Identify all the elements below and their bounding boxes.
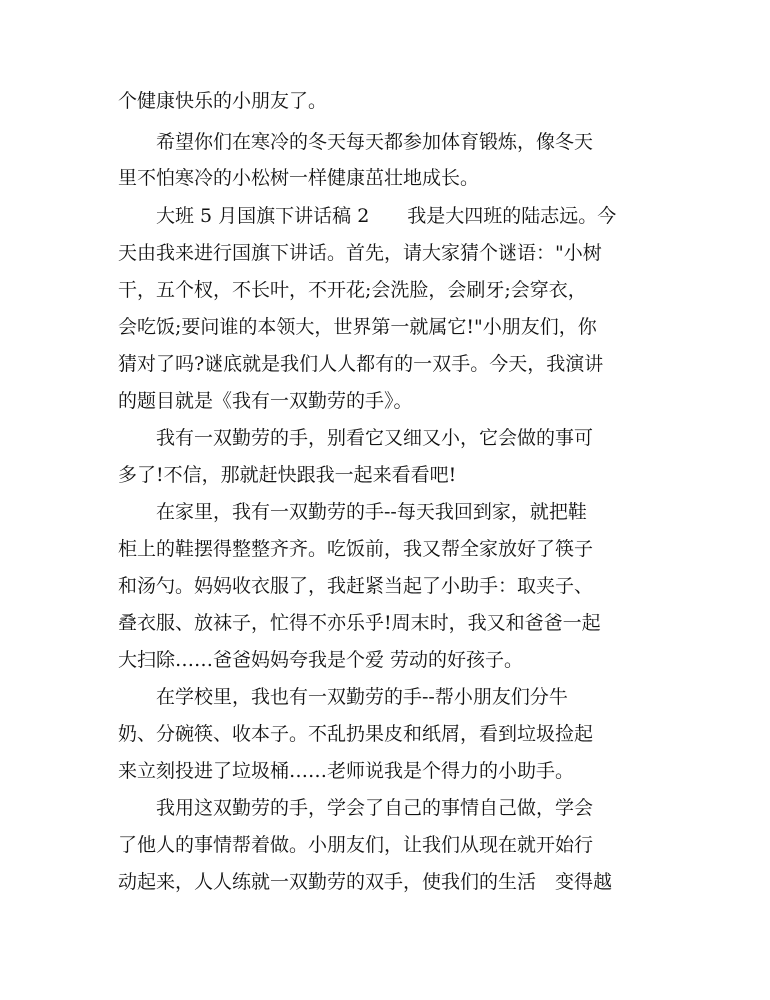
text-line: 柜上的鞋摆得整整齐齐。吃饭前，我又帮全家放好了筷子: [118, 538, 594, 560]
text-line: 在家里，我有一双勤劳的手--每天我回到家，就把鞋: [118, 501, 587, 523]
text-line: 叠衣服、放袜子，忙得不亦乐乎!周末时，我又和爸爸一起: [118, 612, 601, 634]
text-line: 天由我来进行国旗下讲话。首先，请大家猜个谜语："小树: [118, 242, 602, 264]
text-line: 的题目就是《我有一双勤劳的手》。: [118, 390, 413, 412]
text-line: 在学校里，我也有一双勤劳的手--帮小朋友们分牛: [118, 686, 568, 708]
text-line: 奶、分碗筷、收本子。不乱扔果皮和纸屑，看到垃圾捡起: [118, 723, 594, 745]
text-line: 多了!不信，那就赶快跟我一起来看看吧!: [118, 464, 457, 486]
text-line: 希望你们在寒冷的冬天每天都参加体育锻炼，像冬天: [118, 131, 594, 153]
text-line: 大班 5 月国旗下讲话稿 2 我是大四班的陆志远。今: [118, 205, 617, 227]
text-line: 里不怕寒冷的小松树一样健康茁壮地成长。: [118, 167, 480, 189]
text-line: 我有一双勤劳的手，别看它又细又小，它会做的事可: [118, 427, 594, 449]
text-line: 来立刻投进了垃圾桶……老师说我是个得力的小助手。: [118, 760, 575, 782]
text-line: 动起来，人人练就一双勤劳的双手，使我们的生活 变得越: [118, 871, 613, 893]
text-line: 我用这双勤劳的手，学会了自己的事情自己做，学会: [118, 797, 594, 819]
text-line: 大扫除……爸爸妈妈夸我是个爱 劳动的好孩子。: [118, 649, 524, 671]
text-line: 了他人的事情帮着做。小朋友们，让我们从现在就开始行: [118, 834, 594, 856]
text-line: 猜对了吗?谜底就是我们人人都有的一双手。今天，我演讲: [118, 353, 604, 375]
text-line: 个健康快乐的小朋友了。: [118, 90, 328, 112]
text-line: 和汤勺。妈妈收衣服了，我赶紧当起了小助手：取夹子、: [118, 575, 594, 597]
text-line: 干，五个杈，不长叶，不开花;会洗脸，会刷牙;会穿衣，: [118, 279, 587, 301]
text-line: 会吃饭;要问谁的本领大，世界第一就属它!"小朋友们，你: [118, 316, 597, 338]
